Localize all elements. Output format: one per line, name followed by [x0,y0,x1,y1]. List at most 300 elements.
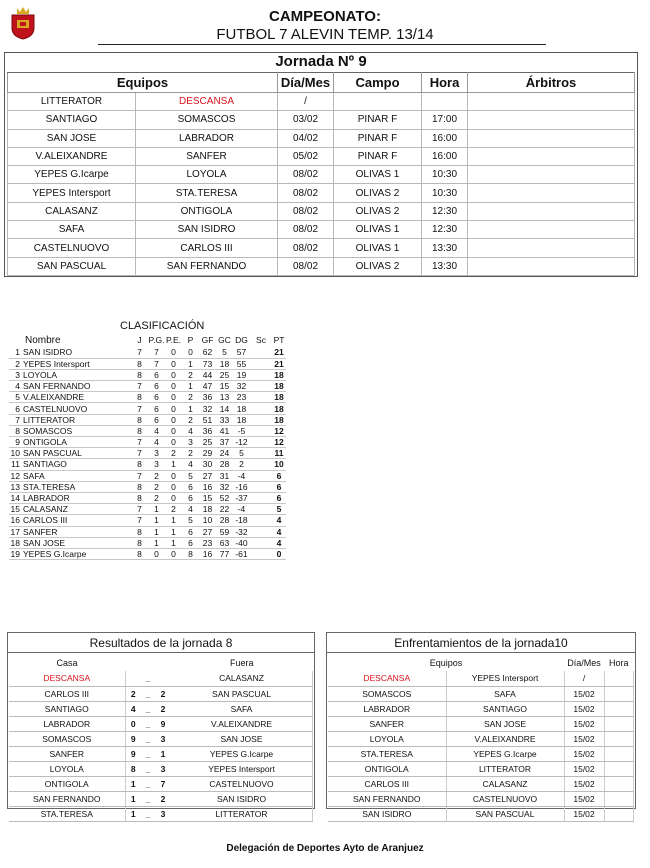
standings-row [9,347,286,358]
result-separator: _ [141,671,155,686]
standing-position: 10 [9,448,23,459]
result-away-score: 3 [155,762,171,777]
result-home-team: SANFER [9,746,125,761]
standing-played: 7 [131,470,148,481]
standing-played: 8 [131,414,148,425]
result-home-score: 2 [125,686,141,701]
standing-position: 18 [9,537,23,548]
fixture-home-team: SAN FERNANDO [328,792,446,807]
standing-drawn: 0 [165,492,182,503]
col-pe: P.E. [166,335,181,345]
fixture-date: 15/02 [564,777,604,792]
standing-sc [250,470,272,481]
result-separator: _ [141,716,155,731]
standings-row [9,369,286,380]
fixture-time [604,731,634,746]
standing-played: 8 [131,358,148,369]
jornada-schedule-box [4,52,638,277]
standing-position: 12 [9,470,23,481]
standing-goal-diff: -4 [233,504,250,515]
standing-drawn: 0 [165,437,182,448]
away-team: SANFER [136,147,278,165]
standing-played: 8 [131,526,148,537]
results-title: Resultados de la jornada 8 [8,633,314,653]
results-box [7,632,315,820]
away-team: LOYOLA [136,166,278,184]
away-team: CARLOS III [136,239,278,257]
standing-goals-for: 36 [199,392,216,403]
fixture-away-team: YEPES G.Icarpe [446,746,564,761]
standing-team: SOMASCOS [23,425,131,436]
match-field: OLIVAS 2 [334,202,422,220]
col-hora: Hora [422,73,468,93]
standing-points: 5 [272,504,286,515]
result-home-score: 9 [125,731,141,746]
standing-played: 7 [131,347,148,358]
away-team: STA.TERESA [136,184,278,202]
match-time: 13:30 [422,239,468,257]
schedule-row [8,221,635,239]
fixture-away-team: SAN PASCUAL [446,807,564,822]
standing-goals-against: 24 [216,448,233,459]
standing-goals-for: 30 [199,459,216,470]
standing-team: CARLOS III [23,515,131,526]
standing-drawn: 0 [165,403,182,414]
match-date: 08/02 [278,221,334,239]
standing-goals-against: 18 [216,358,233,369]
standing-points: 18 [272,414,286,425]
match-time: 10:30 [422,184,468,202]
standings-row [9,425,286,436]
standing-won: 4 [148,437,165,448]
col-arbitros: Árbitros [468,73,635,93]
standing-won: 6 [148,414,165,425]
standing-won: 6 [148,381,165,392]
standing-goals-against: 14 [216,403,233,414]
standing-goals-for: 18 [199,504,216,515]
standing-drawn: 0 [165,425,182,436]
standing-drawn: 0 [165,470,182,481]
standing-team: YEPES G.Icarpe [23,548,131,559]
fixture-away-team: CALASANZ [446,777,564,792]
standing-position: 9 [9,437,23,448]
standing-goal-diff: -40 [233,537,250,548]
standing-lost: 1 [182,381,199,392]
standing-goals-against: 37 [216,437,233,448]
col-gf: GF [201,335,214,345]
standing-position: 14 [9,492,23,503]
jornada-title: Jornada Nº 9 [275,53,367,70]
standing-team: SANFER [23,526,131,537]
standing-drawn: 1 [165,515,182,526]
standing-goals-for: 25 [199,437,216,448]
col-j: J [137,335,142,345]
fixture-away-team: V.ALEIXANDRE [446,731,564,746]
fixture-time [604,701,634,716]
match-referee [468,129,635,147]
match-date: 04/02 [278,129,334,147]
standing-points: 18 [272,403,286,414]
standing-position: 2 [9,358,23,369]
championship-title: CAMPEONATO: [269,8,381,25]
standing-played: 8 [131,392,148,403]
match-date: 08/02 [278,257,334,275]
col-equipos-next: Equipos [429,658,463,668]
fixture-time [604,746,634,761]
standing-points: 4 [272,537,286,548]
col-hora-next: Hora [608,658,629,668]
schedule-row [8,129,635,147]
standing-won: 4 [148,425,165,436]
result-row [9,807,313,822]
standing-sc [250,481,272,492]
match-date: 08/02 [278,184,334,202]
standing-position: 8 [9,425,23,436]
standing-position: 1 [9,347,23,358]
standing-sc [250,414,272,425]
match-referee [468,257,635,275]
standing-team: SAN JOSE [23,537,131,548]
result-separator: _ [141,792,155,807]
standing-points: 18 [272,392,286,403]
match-field: PINAR F [334,111,422,129]
match-time: 12:30 [422,221,468,239]
standing-played: 8 [131,369,148,380]
standings-row [9,492,286,503]
fixture-home-team: SAN ISIDRO [328,807,446,822]
standing-won: 2 [148,470,165,481]
schedule-row [8,93,635,111]
standing-won: 3 [148,459,165,470]
match-referee [468,202,635,220]
col-p: P [187,335,194,345]
standing-sc [250,358,272,369]
standing-sc [250,537,272,548]
result-away-team: CASTELNUOVO [171,777,313,792]
result-home-score: 9 [125,746,141,761]
standing-lost: 6 [182,526,199,537]
standing-won: 0 [148,548,165,559]
match-field [334,93,422,111]
standing-goals-for: 51 [199,414,216,425]
standing-points: 12 [272,425,286,436]
standings-row [9,381,286,392]
result-home-score: 1 [125,807,141,822]
standing-lost: 2 [182,414,199,425]
standing-goal-diff: -37 [233,492,250,503]
standing-goals-against: 13 [216,392,233,403]
result-away-team: V.ALEIXANDRE [171,716,313,731]
match-field: OLIVAS 1 [334,239,422,257]
result-separator: _ [141,701,155,716]
title-underline [98,44,546,45]
fixture-time [604,716,634,731]
match-time: 16:00 [422,129,468,147]
result-row [9,671,313,686]
result-away-score [155,671,171,686]
fixture-row [328,792,634,807]
fixture-time [604,686,634,701]
standing-goals-for: 16 [199,481,216,492]
result-away-score: 2 [155,686,171,701]
standing-position: 5 [9,392,23,403]
home-team: V.ALEIXANDRE [8,147,136,165]
standing-team: CALASANZ [23,504,131,515]
standings-row [9,392,286,403]
standing-won: 3 [148,448,165,459]
fixture-row [328,807,634,822]
result-home-team: SOMASCOS [9,731,125,746]
home-team: YEPES Intersport [8,184,136,202]
fixture-row [328,731,634,746]
standing-points: 11 [272,448,286,459]
away-team: SAN ISIDRO [136,221,278,239]
standing-goals-for: 29 [199,448,216,459]
standing-sc [250,459,272,470]
standing-position: 4 [9,381,23,392]
match-referee [468,93,635,111]
standings-row [9,515,286,526]
standing-goal-diff: -18 [233,515,250,526]
fixture-date: 15/02 [564,792,604,807]
result-away-score: 3 [155,731,171,746]
standing-goal-diff: 23 [233,392,250,403]
standing-sc [250,392,272,403]
fixture-date: 15/02 [564,716,604,731]
standing-team: CASTELNUOVO [23,403,131,414]
match-time: 10:30 [422,166,468,184]
standing-lost: 8 [182,548,199,559]
standing-won: 7 [148,358,165,369]
away-team: DESCANSA [136,93,278,111]
standing-goals-for: 62 [199,347,216,358]
standing-goal-diff: -32 [233,526,250,537]
fixture-home-team: LOYOLA [328,731,446,746]
home-team: CALASANZ [8,202,136,220]
result-home-score [125,671,141,686]
home-team: LITTERATOR [8,93,136,111]
standings-row [9,459,286,470]
standing-lost: 4 [182,459,199,470]
col-casa: Casa [56,658,78,668]
standing-points: 18 [272,369,286,380]
result-home-team: SAN FERNANDO [9,792,125,807]
result-away-score: 7 [155,777,171,792]
result-separator: _ [141,777,155,792]
standing-goal-diff: 18 [233,403,250,414]
result-away-team: SAN JOSE [171,731,313,746]
standing-goal-diff: -16 [233,481,250,492]
standing-sc [250,504,272,515]
standing-goals-for: 10 [199,515,216,526]
result-row [9,701,313,716]
standing-goals-for: 44 [199,369,216,380]
fixture-time [604,792,634,807]
fixture-row [328,701,634,716]
result-away-score: 1 [155,746,171,761]
schedule-row [8,239,635,257]
result-home-score: 0 [125,716,141,731]
result-row [9,777,313,792]
result-home-team: LOYOLA [9,762,125,777]
match-time: 13:30 [422,257,468,275]
away-team: SAN FERNANDO [136,257,278,275]
result-away-team: SAN PASCUAL [171,686,313,701]
result-row [9,762,313,777]
standing-drawn: 1 [165,537,182,548]
col-campo: Campo [334,73,422,93]
result-row [9,731,313,746]
standing-goals-for: 73 [199,358,216,369]
standing-points: 21 [272,347,286,358]
result-home-team: LABRADOR [9,716,125,731]
standing-won: 1 [148,504,165,515]
match-time: 17:00 [422,111,468,129]
standing-played: 8 [131,537,148,548]
clasificacion-title: CLASIFICACIÓN [120,320,205,332]
standing-lost: 4 [182,425,199,436]
standing-goal-diff: 5 [233,448,250,459]
standing-drawn: 0 [165,414,182,425]
schedule-row [8,184,635,202]
standing-goal-diff: 57 [233,347,250,358]
standing-goals-against: 33 [216,414,233,425]
result-home-team: STA.TERESA [9,807,125,822]
standing-played: 7 [131,515,148,526]
standing-goal-diff: 19 [233,369,250,380]
fixture-date: 15/02 [564,686,604,701]
standing-won: 6 [148,369,165,380]
standing-team: YEPES Intersport [23,358,131,369]
standing-position: 11 [9,459,23,470]
result-home-score: 1 [125,777,141,792]
fixtures-box [326,632,636,820]
standing-points: 0 [272,548,286,559]
standing-points: 18 [272,381,286,392]
col-sc: Sc [256,335,266,345]
match-field: OLIVAS 2 [334,257,422,275]
standings-row [9,548,286,559]
schedule-row [8,111,635,129]
standing-goals-against: 31 [216,470,233,481]
standings-row [9,526,286,537]
standing-position: 15 [9,504,23,515]
standing-points: 4 [272,526,286,537]
standing-drawn: 1 [165,526,182,537]
match-field: OLIVAS 1 [334,166,422,184]
standings-row [9,537,286,548]
standing-team: SAFA [23,470,131,481]
footer-credit: Delegación de Deportes Ayto de Aranjuez [226,843,424,854]
result-row [9,746,313,761]
fixture-home-team: LABRADOR [328,701,446,716]
standings-row [9,437,286,448]
result-home-score: 4 [125,701,141,716]
standing-drawn: 1 [165,459,182,470]
fixture-date: 15/02 [564,731,604,746]
standing-sc [250,381,272,392]
standing-team: SAN FERNANDO [23,381,131,392]
fixture-row [328,746,634,761]
standing-drawn: 0 [165,481,182,492]
standing-goals-against: 59 [216,526,233,537]
standing-team: LOYOLA [23,369,131,380]
fixture-away-team: SAN JOSE [446,716,564,731]
fixture-home-team: DESCANSA [328,671,446,686]
fixture-time [604,671,634,686]
fixture-row [328,671,634,686]
standing-sc [250,548,272,559]
result-away-team: YEPES G.Icarpe [171,746,313,761]
result-home-score: 8 [125,762,141,777]
standing-goals-against: 28 [216,515,233,526]
standing-lost: 2 [182,392,199,403]
match-time: 16:00 [422,147,468,165]
result-away-team: CALASANZ [171,671,313,686]
standing-goal-diff: 2 [233,459,250,470]
result-home-score: 1 [125,792,141,807]
standing-points: 6 [272,470,286,481]
col-gc: GC [218,335,231,345]
standing-lost: 5 [182,515,199,526]
match-referee [468,147,635,165]
standing-sc [250,425,272,436]
result-row [9,686,313,701]
result-separator: _ [141,807,155,822]
standing-drawn: 0 [165,392,182,403]
standing-won: 6 [148,403,165,414]
standing-position: 3 [9,369,23,380]
town-crest-logo [8,6,38,40]
standing-goals-against: 22 [216,504,233,515]
fixture-away-team: SAFA [446,686,564,701]
standing-goals-for: 27 [199,470,216,481]
standing-goals-against: 28 [216,459,233,470]
standing-won: 1 [148,515,165,526]
standing-drawn: 0 [165,369,182,380]
standing-played: 8 [131,548,148,559]
standing-won: 6 [148,392,165,403]
standing-played: 7 [131,448,148,459]
standing-won: 7 [148,347,165,358]
fixture-home-team: CARLOS III [328,777,446,792]
result-away-score: 3 [155,807,171,822]
result-row [9,792,313,807]
standing-played: 8 [131,492,148,503]
standing-lost: 0 [182,347,199,358]
standing-played: 7 [131,403,148,414]
match-referee [468,184,635,202]
standing-played: 7 [131,381,148,392]
home-team: SANTIAGO [8,111,136,129]
standings-row [9,448,286,459]
result-away-team: SAN ISIDRO [171,792,313,807]
result-home-team: DESCANSA [9,671,125,686]
standing-sc [250,403,272,414]
fixture-date: 15/02 [564,807,604,822]
standing-lost: 2 [182,448,199,459]
result-separator: _ [141,686,155,701]
match-date: 05/02 [278,147,334,165]
fixture-time [604,807,634,822]
standing-drawn: 2 [165,448,182,459]
fixture-date: 15/02 [564,701,604,716]
match-date: 08/02 [278,202,334,220]
standing-lost: 6 [182,481,199,492]
standing-points: 6 [272,492,286,503]
match-field: PINAR F [334,129,422,147]
col-equipos: Equipos [8,73,278,93]
